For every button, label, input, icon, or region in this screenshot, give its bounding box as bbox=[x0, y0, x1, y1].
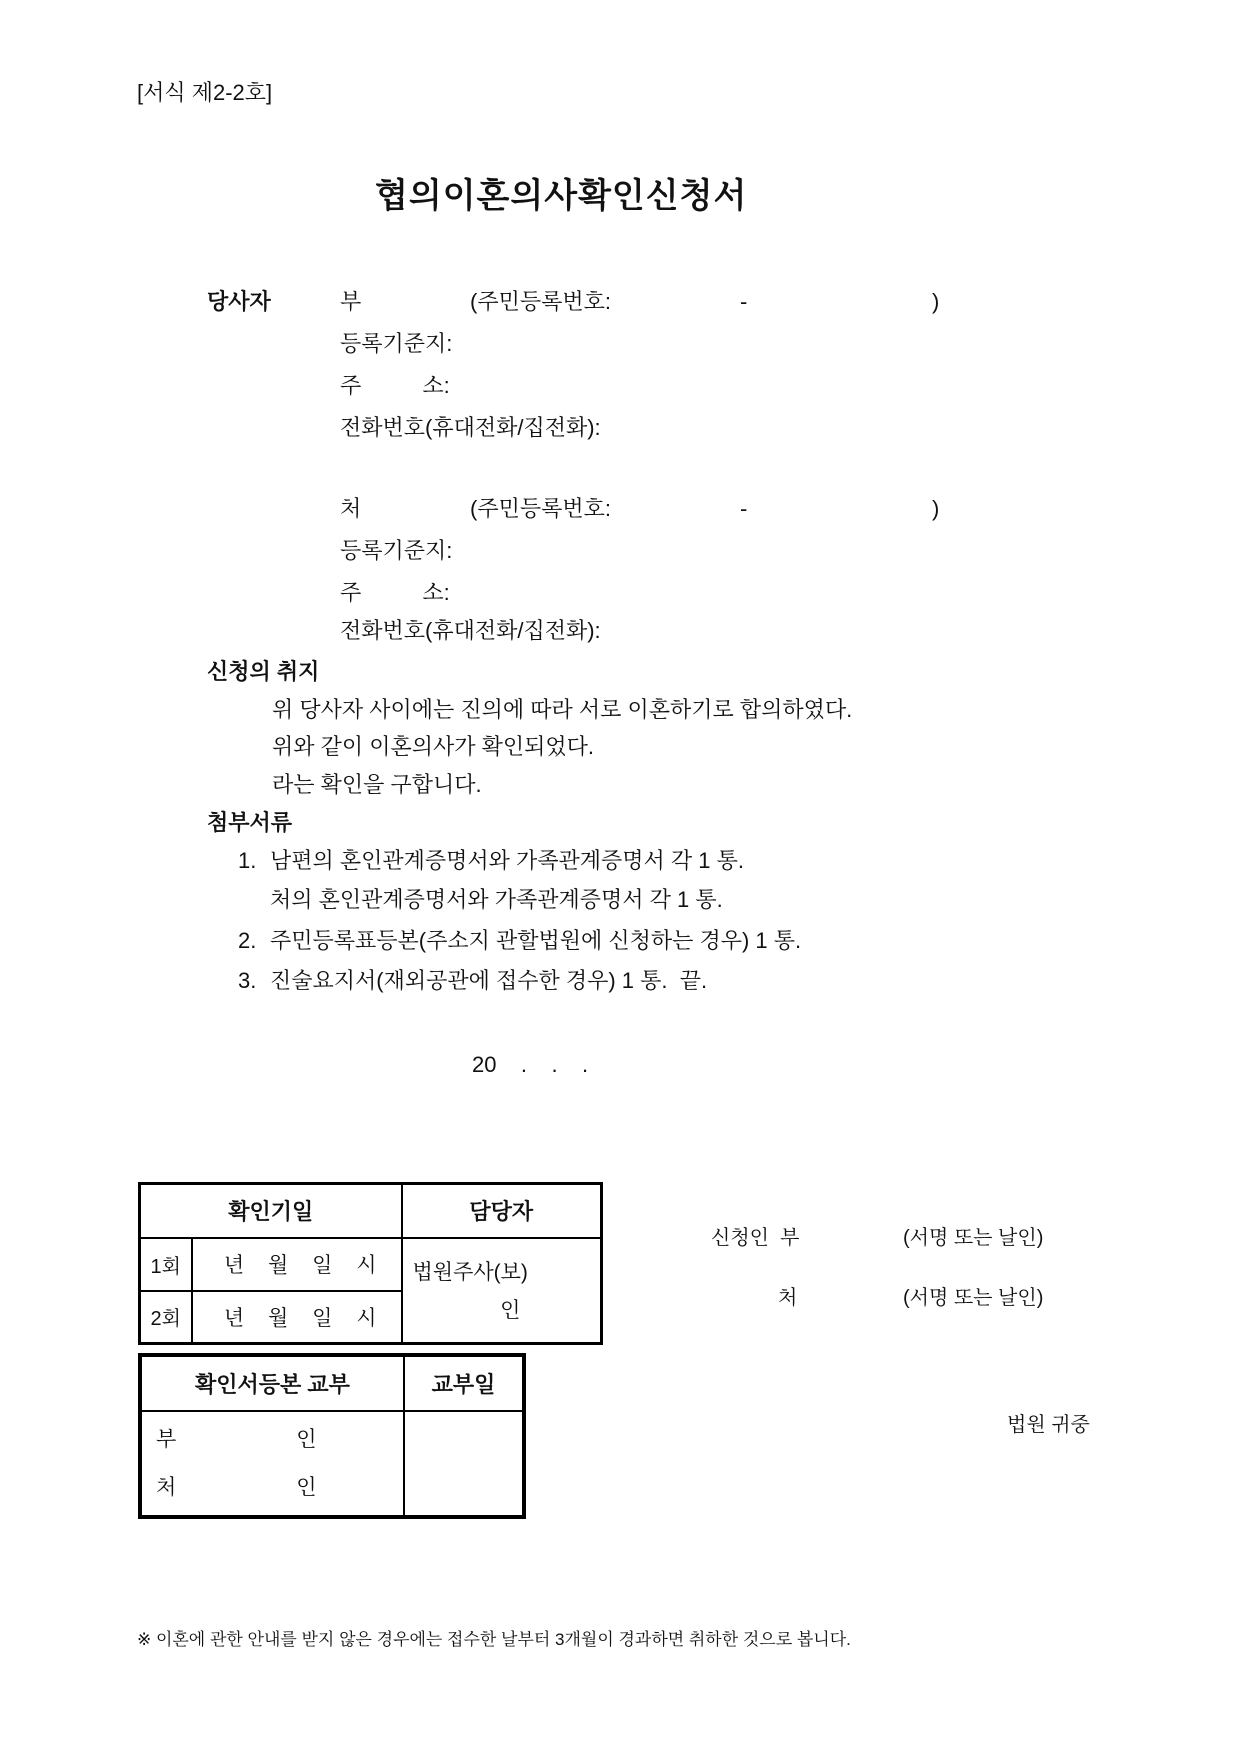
round-1-label: 1회 bbox=[140, 1238, 192, 1291]
purpose-line-3: 라는 확인을 구합니다. bbox=[272, 772, 482, 797]
issuance-table bbox=[138, 1353, 526, 1519]
applicant-husband-line: 신청인 부 bbox=[711, 1227, 800, 1249]
attachment-item-line: 진술요지서(재외공관에 접수한 경우) 1 통. 끝. bbox=[270, 968, 708, 993]
officer-cell bbox=[402, 1238, 602, 1344]
date-line: 20 . . . bbox=[472, 1052, 589, 1077]
husband-phone-label: 전화번호(휴대전화/집전화): bbox=[340, 415, 601, 440]
husband-id-close: ) bbox=[932, 289, 940, 314]
officer-title: 법원주사(보) bbox=[412, 1261, 528, 1285]
husband-id-label: (주민등록번호: bbox=[470, 289, 611, 314]
husband-role: 부 bbox=[340, 289, 362, 314]
husband-id-dash: - bbox=[740, 289, 748, 314]
attachments-heading: 첨부서류 bbox=[207, 810, 293, 835]
officer-seal-label: 인 bbox=[500, 1299, 521, 1323]
applicant-wife-label: 처 bbox=[778, 1287, 798, 1309]
wife-id-dash: - bbox=[740, 496, 748, 521]
attachment-item-line: 주민등록표등본(주소지 관할법원에 신청하는 경우) 1 통. bbox=[270, 928, 802, 953]
page-title: 협의이혼의사확인신청서 bbox=[375, 177, 748, 215]
confirmation-header-date: 확인기일 bbox=[140, 1184, 402, 1238]
form-code: [서식 제2-2호] bbox=[137, 80, 273, 105]
round-2-label: 2회 bbox=[140, 1291, 192, 1344]
attachment-item-number: 3. bbox=[238, 968, 257, 993]
purpose-line-2: 위와 같이 이혼의사가 확인되었다. bbox=[272, 734, 594, 759]
husband-registry-label: 등록기준지: bbox=[340, 331, 453, 356]
confirmation-table bbox=[138, 1182, 603, 1345]
confirmation-header-officer: 담당자 bbox=[402, 1184, 602, 1238]
applicant-sign-note-wife: (서명 또는 날인) bbox=[903, 1287, 1044, 1309]
issuance-husband-line bbox=[142, 1416, 403, 1464]
issuance-date-cell bbox=[404, 1411, 524, 1517]
issuance-wife-label: 처 bbox=[156, 1475, 177, 1499]
issuance-wife-line bbox=[142, 1464, 403, 1512]
wife-role: 처 bbox=[340, 496, 362, 521]
wife-id-label: (주민등록번호: bbox=[470, 496, 611, 521]
issuance-wife-seal: 인 bbox=[296, 1475, 317, 1499]
attachment-item-number: 2. bbox=[238, 928, 257, 953]
husband-address-label: 주 소: bbox=[340, 373, 450, 398]
issuance-husband-label: 부 bbox=[156, 1427, 177, 1451]
wife-registry-label: 등록기준지: bbox=[340, 538, 453, 563]
issuance-header-date: 교부일 bbox=[404, 1355, 524, 1411]
purpose-heading: 신청의 취지 bbox=[207, 659, 320, 684]
wife-phone-label: 전화번호(휴대전화/집전화): bbox=[340, 618, 601, 643]
purpose-line-1: 위 당사자 사이에는 진의에 따라 서로 이혼하기로 합의하였다. bbox=[272, 697, 853, 722]
issuance-header-grant: 확인서등본 교부 bbox=[140, 1355, 404, 1411]
round-2-date: 년 월 일 시 bbox=[192, 1291, 402, 1344]
attachment-item-number: 1. bbox=[238, 848, 257, 873]
court-addressee: 법원 귀중 bbox=[1007, 1414, 1090, 1436]
attachment-item-line: 남편의 혼인관계증명서와 가족관계증명서 각 1 통. bbox=[270, 848, 744, 873]
parties-label: 당사자 bbox=[207, 289, 271, 314]
round-1-date: 년 월 일 시 bbox=[192, 1238, 402, 1291]
attachment-item-line: 처의 혼인관계증명서와 가족관계증명서 각 1 통. bbox=[270, 887, 723, 912]
applicant-sign-note-husband: (서명 또는 날인) bbox=[903, 1227, 1044, 1249]
wife-id-close: ) bbox=[932, 496, 940, 521]
issuance-husband-seal: 인 bbox=[296, 1427, 317, 1451]
issuance-seal-cell bbox=[140, 1411, 404, 1517]
wife-address-label: 주 소: bbox=[340, 580, 450, 605]
footnote: ※ 이혼에 관한 안내를 받지 않은 경우에는 접수한 날부터 3개월이 경과하면 취하한 것으로 봅니다. bbox=[137, 1630, 851, 1649]
